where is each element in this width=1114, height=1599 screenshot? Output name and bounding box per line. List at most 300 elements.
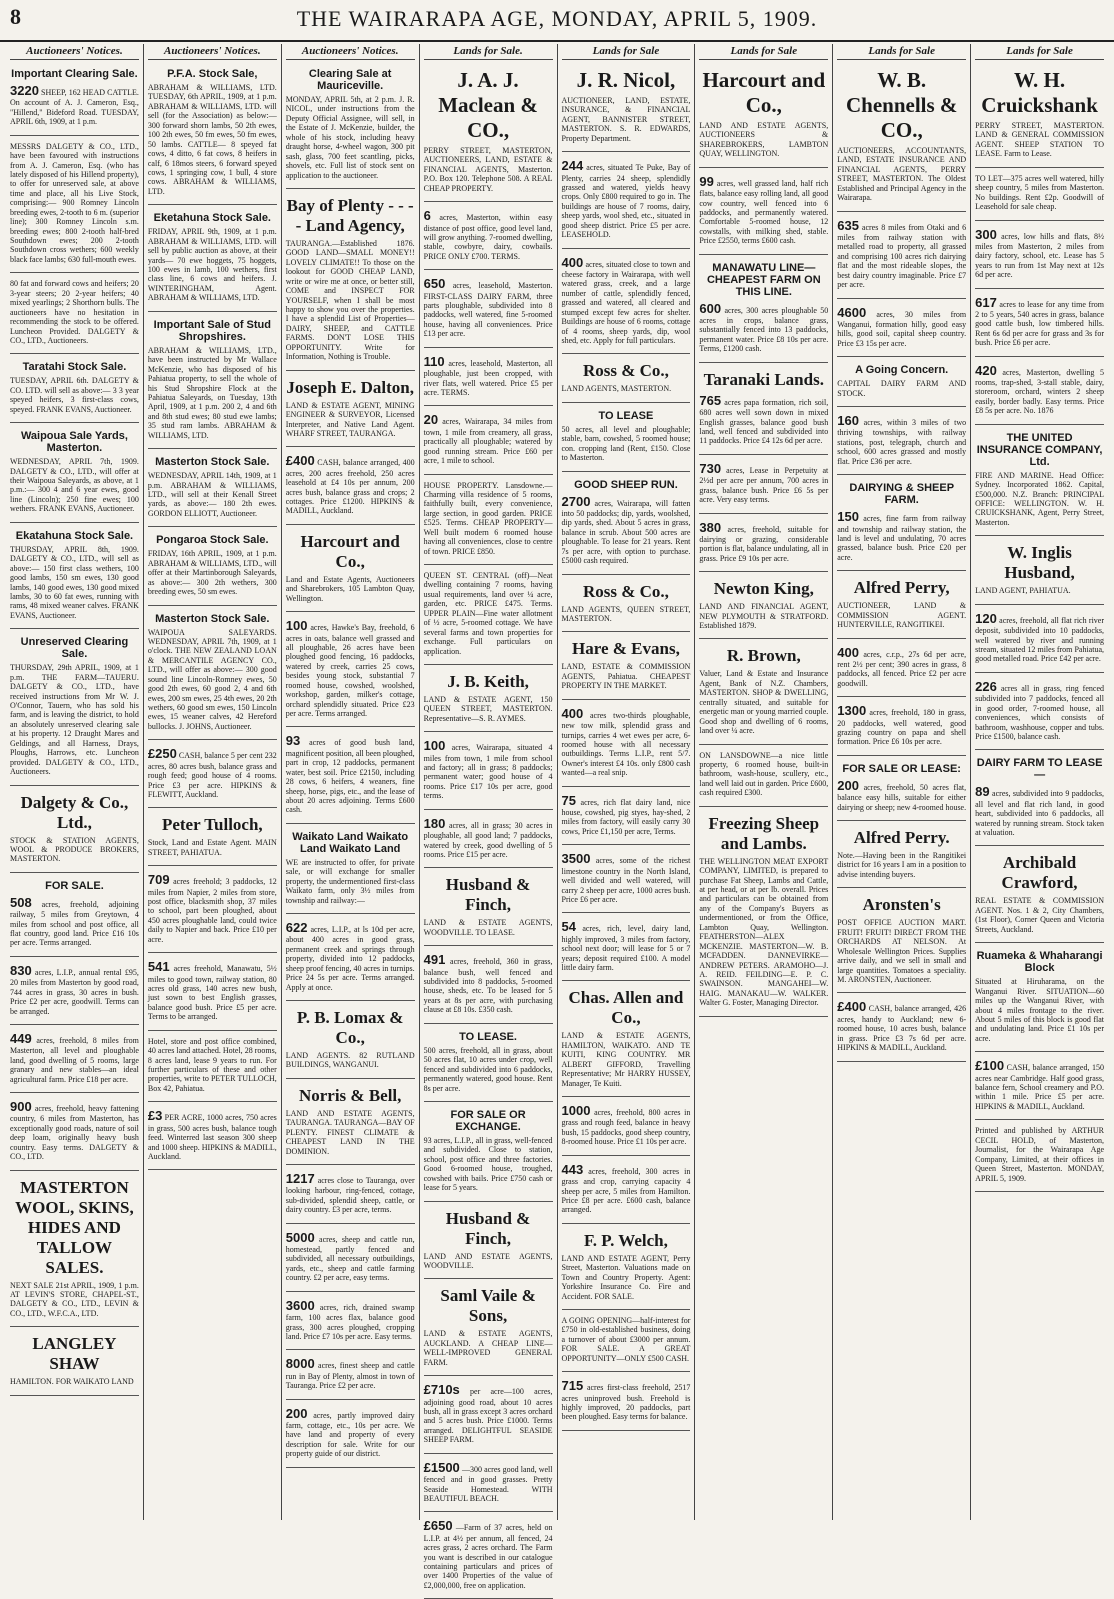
ad-title: W. H. Cruickshank <box>981 68 1098 117</box>
ad-body <box>148 1037 277 1094</box>
ad-body <box>562 662 691 690</box>
ad-lead-figure: 1217 <box>285 1171 315 1187</box>
ad-text: acres freehold; 3 paddocks, 12 miles from Napier, 2 miles from store, post office, blacksmith shop, 37 miles to school, part been ploughed, about 450 acres ploughable land, could twice daily to Napier and back. Price £10 per acre. <box>147 877 277 944</box>
ad-text: acres, subdivided into 9 paddocks, all level and flat rich land, in good heart, subdivided into 6 paddocks, all watered by running stream. Stock taken at valuation. <box>975 789 1105 838</box>
advertisement <box>562 848 691 913</box>
ad-lead-figure: 449 <box>10 1030 32 1046</box>
ad-text: acres, leasehold, Masterton. FIRST-CLASS DAIRY FARM, three parts ploughable, subdivided into 8 paddocks, well watered, fine 5-roomed house, having all conveniences. Price £13 per acre. <box>423 281 553 339</box>
ad-body <box>562 1378 691 1422</box>
advertisement <box>424 1515 553 1599</box>
ad-text: PER ACRE, 1000 acres, 750 acres in grass, 500 acres bush, balance tough feed. Winterred last season 300 sheep and 1000 sheep. HIPKINS & MADILL, Auckland. <box>147 1113 277 1161</box>
advertisement <box>148 315 277 449</box>
ad-text: LAND AND ESTATE AGENT, Perry Street, Masterton. Valuations made on Town and Country Property. Agent: Yorkshire Insurance Co. Fire and Accident. FOR SALE. <box>561 1253 691 1301</box>
ad-lead-figure: 709 <box>147 872 170 888</box>
ad-body <box>10 1031 139 1084</box>
ad-body <box>837 509 966 562</box>
ad-body <box>699 121 828 159</box>
ad-text: acres, freehold, all flat rich river deposit, subdivided into 10 paddocks, well watered by river and running stream, situated 12 miles from Pahiatua, good metalled road. Price £42 per acre. <box>975 615 1105 664</box>
ad-body <box>837 146 966 203</box>
ad-lead-figure: £250 <box>147 746 177 762</box>
ad-title: Alfred Perry, <box>853 578 950 598</box>
ad-text: WEDNESDAY, APRIL 7th, 1909. DALGETY & CO., LTD., will offer at their Waipoua Saleyards, as above, at 1 p.m.:— 300 4 and 6 year ewes, good line (Lincoln); 250 fine ewes; 100 wethers. FRANK EVANS, Auctioneer. <box>10 457 139 514</box>
ad-lead-figure: 765 <box>699 392 722 408</box>
ad-text: THE WELLINGTON MEAT EXPORT COMPANY, LIMITED, is prepared to purchase Fat Sheep, Lambs and Cattle, at per head, or at per lb. overall. Prices and particulars can be obtained from any of the Company's Buyers as undermentioned, or from the Office, Lambton Quay, Wellington. FEATHERSTON—ALEX MCKENZIE. MASTERTON—W. B. MCFADDEN. DANNEVIRKE—ANDREW PETERS. ARAMOHO—J. A. REID. FEILDING—E. P. C. SWAINSON. MANGAHEI—W. HAIG. MANAKAU—W. WALKER. Walter G. Foster, Managing Director. <box>699 856 829 1008</box>
ad-text: acres, L.I.P., annual rental £95, 20 miles from Masterton by good road, 744 acres in grass, 30 acres in bush. Price £2 per acre, goodwill. Terms can be arranged. <box>10 967 139 1016</box>
advertisement <box>837 215 966 299</box>
ad-lead-figure: 715 <box>561 1378 584 1394</box>
ad-title: Peter Tulloch, <box>161 815 263 835</box>
ad-title: Ruameka & Whaharangi Block <box>976 950 1103 975</box>
ad-body <box>148 628 277 732</box>
advertisement <box>10 632 139 785</box>
advertisement <box>837 824 966 888</box>
ad-title: FOR SALE OR EXCHANGE. <box>450 1108 526 1133</box>
ad-text: acres papa formation, rich soil, 680 acres well sown down in mixed English grasses, balance good bush land, well fenced and subdivided into 11 paddocks. Price £4 12s 6d per acre. <box>699 397 829 446</box>
ad-title: MANAWATU LINE—CHEAPEST FARM ON THIS LINE. <box>706 261 821 298</box>
ad-body <box>10 836 139 864</box>
ad-lead-figure: 75 <box>561 792 576 808</box>
ad-text: acres, some of the richest limestone country in the North Island, well divided and well watered, will carry 2 sheep per acre, 1000 acres bush. Price £6 per acre. <box>561 856 691 904</box>
ad-text: ABRAHAM & WILLIAMS, LTD., have been instructed by Mr Wallace McKenzie, who has disposed of his Pahiatua property, to sell the whole of his Stud Shropshire Flock at the Pahiatua Saleyards, on Tuesday, 13th April, 1909, at 1 p.m. 200 2, 4 and 6th and 8th stud ewes; 80 stud ewe lambs; 35 stud ram lambs. ABRAHAM & WILLIAMS, LTD. <box>147 345 277 440</box>
ad-text: —Farm of 37 acres, held on L.I.P. at 4½ per annum, all fenced, 24 acres grass, 2 acres orchard. The Farm you want is described in our catalogue containing particulars and prices of over 1400 Properties of the value of £2,000,000, free on application. <box>423 1523 553 1590</box>
advertisement <box>286 615 415 727</box>
ad-lead-figure: 180 <box>423 815 446 831</box>
ad-lead-figure: 6 <box>423 208 431 224</box>
ad-title: Waikato Land Waikato Land Waikato Land <box>292 830 409 855</box>
ad-title: MASTERTON WOOL, SKINS, HIDES AND TALLOW SALES. <box>15 1177 134 1277</box>
advertisement <box>10 960 139 1025</box>
ad-title: Eketahuna Stock Sale. <box>153 212 271 225</box>
advertisement <box>699 366 828 455</box>
ad-body <box>562 1103 691 1147</box>
ad-body <box>699 751 828 798</box>
ad-lead-figure: £100 <box>975 1058 1005 1074</box>
advertisement <box>10 1330 139 1395</box>
ad-text: acres, Masterton, dwelling 5 rooms, trap-shed, 3-stall stable, dairy, storeroom, orchard, winters 2 sheep easily, border badly. Easy terms. Price £8 5s per acre. No. 1876 <box>975 367 1104 416</box>
ad-body <box>837 778 966 812</box>
ad-body <box>10 1377 139 1386</box>
ad-text: THURSDAY, 29th APRIL, 1909, at 1 p.m. THE FARM—TAUERU. DALGETY & CO., LTD., have received instructions from Mr W. J. O'Connor, Tauern, who has sold his farm, and is leaving the district, to hold an absolutely unreserved clearing sale at his property. 12 Draught Mares and Geldings, and all Harness, Drays, Ploughs, Harrows, etc. Luncheon provided. DALGETY & CO., LTD., Auctioneers. <box>10 663 139 777</box>
ad-text: acres of good bush land, magnificent position, all been ploughed, part in crop, 12 paddocks, permanent water, best soil. Price £2150, including 28 cows, 6 heifers, 4 weaners, fine sheep, horse, pigs, etc., and the lease of about 20 acres adjoining. Terms £600 cash. <box>285 738 415 815</box>
ad-text: —300 acres good land, well fenced and in good grasses. Pretty Seaside Homestead. WITH BEAUTIFUL BEACH. <box>423 1464 553 1503</box>
ad-lead-figure: 226 <box>975 678 997 694</box>
ad-text: acres, freehold, 360 in grass, balance bush, well fenced and subdivided into 8 paddocks, 5-roomed house, sheds, etc. To be leased for 5 years at 8s per acre, with purchasing clause at £8 10s. £350 cash. <box>423 957 553 1015</box>
ad-lead-figure: 600 <box>699 300 722 316</box>
ad-lead-figure: 5000 <box>285 1229 315 1245</box>
ad-title: W. B. Chennells & CO., <box>845 68 958 142</box>
ad-text: LAND AGENTS, MASTERTON. <box>561 384 672 394</box>
ad-body <box>424 1518 553 1590</box>
ad-text: acres, freehold, 50 acres flat, balance easy hills, suitable for either dairying or sheep; new 4-roomed house. <box>837 782 967 812</box>
ad-text: REAL ESTATE & COMMISSION AGENT. Nos. 1 & 2, City Chambers, (1st Floor), Corner Queen and Victoria Streets, Auckland. <box>975 896 1104 934</box>
advertisement <box>975 64 1104 168</box>
ad-text: 500 acres, freehold, all in grass, about 50 acres flat, 10 acres under crop, well fenced and subdivided into 6 paddocks, permanently watered, good house. Rent 8s per acre. <box>423 1045 553 1093</box>
advertisement <box>424 273 553 348</box>
ad-title: Waipoua Sale Yards, Masterton. <box>20 430 128 455</box>
ad-body <box>424 146 553 193</box>
ad-text: acres, freehold, 8 miles from Masterton, all level and ploughable land, good dwelling of 5 rooms, large granary and new stables—an ideal agricultural farm. Price £18 per acre. <box>10 1035 139 1084</box>
ad-text: PERRY STREET, MASTERTON. LAND & GENERAL COMMISSION AGENT. SHEEP STATION TO LEASE. Farm to Lease. <box>975 121 1104 159</box>
ad-body <box>562 605 691 624</box>
advertisement <box>699 171 828 255</box>
ad-text: AUCTIONEER, LAND & COMMISSION AGENT. HUNTERVILLE, RANGITIKEI. <box>837 601 967 630</box>
advertisement <box>424 668 553 732</box>
ad-lead-figure: 89 <box>975 784 990 800</box>
ad-title: J. R. Nicol, <box>576 68 676 92</box>
advertisement <box>148 956 277 1031</box>
ad-text: CAPITAL DAIRY FARM AND STOCK. <box>837 379 967 398</box>
advertisement <box>837 996 966 1061</box>
advertisement <box>424 409 553 474</box>
ad-text: acres, c.r.p., 27s 6d per acre, rent 2½ per cent; 390 acres in grass, 8 paddocks, all fenced. Price £2 per acre goodwill. <box>837 649 967 688</box>
advertisement <box>10 357 139 423</box>
ad-body <box>975 977 1104 1043</box>
ad-title: FOR SALE. <box>45 879 104 892</box>
ad-title: TO LEASE. <box>459 1030 517 1043</box>
ad-body <box>975 1126 1104 1183</box>
ad-lead-figure: 20 <box>423 412 439 428</box>
ad-body <box>837 851 966 879</box>
ad-title: Pongaroa Stock Sale. <box>156 534 269 547</box>
ad-text: ON LANSDOWNE—a nice little property, 6 roomed house, built-in bathroom, wash-house, scullery, etc., land well laid out in garden. Price £600, cash required £300. <box>699 750 829 798</box>
ad-body <box>424 1046 553 1093</box>
ad-text: acres, freehold, 800 acres in grass and rough feed, balance in heavy bush, 15 paddocks, good sheep country, 8-roomed house. Price £1 10s per acre. <box>561 1108 691 1147</box>
advertisement <box>562 790 691 846</box>
ad-body <box>699 461 828 505</box>
ad-body <box>975 784 1104 837</box>
advertisement <box>424 813 553 869</box>
ad-lead-figure: 650 <box>423 276 446 292</box>
ad-body <box>10 1281 139 1319</box>
ad-body <box>10 457 139 514</box>
ad-title: Bay of Plenty - - - - Land Agency, <box>286 195 414 235</box>
ad-body <box>699 602 828 630</box>
ad-body <box>424 1252 553 1271</box>
ad-body <box>562 96 691 143</box>
ad-text: MESSRS DALGETY & CO., LTD., have been favoured with instructions from A. J. Cameron, Esq. (who has lately disposed of his Hillend property), to offer for unreserved sale, at above time and place, all his Live Stock, comprising:— 900 Romney Lincoln breeding ewes, 2-tooth to 6 m. (superior line); 300 Romney Lincoln s.m. breeding ewes; 800 2-tooth half-bred Southdown ewes; 200 2-tooth Southdown cross wethers; 600 weekly black face lambs; 630 full-mouth ewes. <box>10 141 139 264</box>
advertisement <box>562 1375 691 1431</box>
ad-text: CASH, balance arranged, 400 acres, 200 acres freehold, 250 acres leasehold at £4 10s per annum, 200 acres bush, balance grass and crops; 2 cottages. Price £1200. HIPKINS & MADILL, Auckland. <box>285 458 415 516</box>
ad-body <box>286 1051 415 1070</box>
ad-body <box>286 1171 415 1215</box>
advertisement <box>975 753 1104 846</box>
advertisement <box>562 635 691 699</box>
ad-lead-figure: 830 <box>10 962 32 978</box>
ad-text: LAND & ESTATE AGENTS, HAMILTON, WAIKATO. AND TE KUITI, KING COUNTRY. MR ALBERT GIFFORD, Travelling Representative; Mr HARRY HUSSEY, Manager, Te Kuiti. <box>561 1031 691 1088</box>
ad-lead-figure: 1000 <box>561 1103 591 1119</box>
ad-lead-figure: 110 <box>423 353 445 369</box>
advertisement <box>148 869 277 953</box>
advertisement <box>562 1227 691 1310</box>
ad-body <box>562 793 691 837</box>
advertisement <box>562 475 691 575</box>
advertisement <box>286 374 415 448</box>
ad-body <box>424 481 553 557</box>
ad-lead-figure: 54 <box>561 919 576 935</box>
ad-body <box>975 611 1104 664</box>
ad-text: acres close to Tauranga, over looking harbour, ring-fenced, cottage, sub-divided, splendid sheep, cattle, or dairy country. £3 per acre, terms. <box>285 1176 415 1215</box>
ad-body <box>286 1406 415 1459</box>
ad-text: STOCK & STATION AGENTS, WOOL & PRODUCE BROKERS, MASTERTON. <box>10 835 139 864</box>
ad-title: Dalgety & Co., Ltd., <box>20 792 129 832</box>
ad-text: acres 8 miles from Otaki and 6 miles from railway station with metalled road to property, all grassed and comprising 100 acres rich dairying flat and the most rideable slopes, the best dairy country imaginable. Price £7 per acre. <box>837 222 967 290</box>
advertisement <box>975 292 1104 357</box>
ad-title: GOOD SHEEP RUN. <box>574 478 678 491</box>
ad-lead-figure: £710s <box>423 1382 460 1398</box>
advertisement <box>699 64 828 168</box>
column-heading: Lands for Sale <box>975 44 1104 60</box>
advertisement <box>10 426 139 523</box>
ad-body <box>975 121 1104 159</box>
ad-text: THURSDAY, APRIL 8th, 1909. DALGETY & CO., LTD., will sell as above:— 150 first class wethers, 100 good lambs, 150 sm ewes, 130 good lambs, 140 good ewes, 130 good mixed lambs, 30 to 60 fat ewes, running with rams, 48 mixed weaner calves. FRANK EVANS, Auctioneer. <box>10 544 139 620</box>
ad-title: Masterton Stock Sale. <box>155 612 270 625</box>
ad-body <box>286 1230 415 1283</box>
ad-body <box>562 1316 691 1363</box>
newspaper-title: THE WAIRARAPA AGE, MONDAY, APRIL 5, 1909. <box>296 6 818 31</box>
masthead <box>0 0 1114 42</box>
ad-body <box>424 571 553 656</box>
ad-lead-figure: 93 <box>285 733 301 749</box>
ad-text: Situated at Hiruharama, on the Wanganui River. SITUATION—60 miles up the Wanganui River, with about 4 miles frontage to the river. About 5 miles of this block is good flat and undulating land. Price £1 10s per acre. <box>975 977 1104 1043</box>
ad-text: acres, freehold, adjoining railway, 5 miles from Greytown, 4 miles from school and post office, all flat country, good land. Price £16 10s per acre. Terms arranged. <box>10 899 139 948</box>
ad-body <box>148 471 277 518</box>
advertisement <box>10 876 139 957</box>
ad-text: NEXT SALE 21st APRIL, 1909, 1 p.m. AT LEVIN'S STORE, CHAPEL-ST., DALGETY & CO., LTD., LEVIN & CO., LTD., W.F.C.A., LTD. <box>10 1280 139 1318</box>
page-number: 8 <box>10 4 21 29</box>
ad-text: acres, finest sheep and cattle run in Bay of Plenty, almost in town of Tauranga. Price £2 per acre. <box>285 1361 415 1391</box>
advertisement <box>286 1168 415 1224</box>
ad-title: Important Sale of Stud Shropshires. <box>153 318 271 343</box>
ad-body <box>837 218 966 290</box>
advertisement <box>424 1457 553 1513</box>
ad-text: CASH, balance arranged, 426 acres, handy to Auckland; new 6-roomed house, 10 acres bush, balance in grass. Price £3 7s 6d per acre. HIPKINS & MADILL, Auckland. <box>837 1004 967 1053</box>
ad-title: R. Brown, <box>726 646 801 666</box>
ad-body <box>837 305 966 349</box>
ad-lead-figure: 420 <box>975 362 997 378</box>
column-3 <box>282 44 420 1520</box>
ad-text: per acre—100 acres, adjoining good road, about 10 acres bush, all in grass except 3 acres orchard and 5 acres bush. Price £1000. Terms arranged. DELIGHTFUL SEASIDE SHEEP FARM. <box>423 1387 553 1445</box>
ad-title: Unreserved Clearing Sale. <box>20 636 129 661</box>
ad-title: F. P. Welch, <box>583 1230 668 1250</box>
ad-lead-figure: 1300 <box>837 703 867 719</box>
ad-text: acres, rich, level, dairy land, highly improved, 3 miles from factory, school next door; will lease for 5 or 7 years; deposit required £100. A model little dairy farm. <box>561 924 691 973</box>
ad-lead-figure: 508 <box>10 894 32 910</box>
column-heading: Auctioneers' Notices. <box>286 44 415 60</box>
advertisement <box>286 1227 415 1292</box>
advertisement <box>975 608 1104 673</box>
ad-body <box>562 425 691 463</box>
column-heading: Lands for Sale <box>699 44 828 60</box>
advertisement <box>10 276 139 354</box>
ad-text: acres, Hawke's Bay, freehold, 6 acres in oats, balance well grassed and all ploughable, 26 acres have been ploughed good fencing, 16 paddocks, watered by creek, carries 25 cows, besides young stock, substantial 7 roomed house, cowshed, woolshed, workshop, garden, milker's cottage, orchard splendidly situated. Price £23 per acre. Terms arranged. <box>285 623 415 719</box>
advertisement <box>10 789 139 873</box>
ad-lead-figure: 3500 <box>561 851 591 867</box>
ad-text: HOUSE PROPERTY. Lansdowne.—Charming villa residence of 5 rooms, faithfully built, every convenience, large section, in good garden. PRICE £525. Terms. CHEAP PROPERTY—Well built modern 6 roomed house having all conveniences, close to centre of town. PRICE £850. <box>423 480 553 556</box>
ad-body <box>286 1356 415 1390</box>
advertisement <box>424 1379 553 1454</box>
ad-lead-figure: 617 <box>975 294 997 310</box>
ad-title: Clearing Sale at Mauriceville. <box>308 68 392 92</box>
ad-title: THE UNITED INSURANCE COMPANY, Ltd. <box>976 431 1103 468</box>
ad-body <box>562 919 691 972</box>
ad-text: FRIDAY, 16th APRIL, 1909, at 1 p.m. ABRAHAM & WILLIAMS, LTD., will offer at their Martinborough Saleyards, as above:— 300 2th wethers, 300 breeding ewes, 50 sm ewes. <box>147 549 277 597</box>
ad-body <box>837 645 966 689</box>
ad-title: J. A. J. Maclean & CO., <box>438 68 538 142</box>
advertisement <box>562 984 691 1097</box>
advertisement <box>10 139 139 274</box>
advertisement <box>699 458 828 514</box>
ad-text: acres, situated close to town and cheese factory in Wairarapa, with well watered grass, creek, and a large number of cattle, splendidly fenced, grassed and watered, all cleared and stumped except few acres for shelter. Buildings are house of 6 rooms, cottage of 4 rooms, sheep yards, dip, wool shed, etc. Apply for full particulars. <box>561 259 691 345</box>
ad-title: Joseph E. Dalton, <box>286 377 414 397</box>
ad-body <box>10 545 139 621</box>
ad-body <box>286 858 415 905</box>
ad-text: acres, within 3 miles of two thriving townships, with railway stations, post, telegraph, church and school, 600 acres grassed and mostly flat. Price £36 per acre. <box>837 418 967 466</box>
ad-body <box>10 895 139 948</box>
advertisement <box>837 302 966 358</box>
advertisement <box>975 1055 1104 1120</box>
ad-text: acres, situated Te Puke, Bay of Plenty, carries 24 sheep, splendidly grassed and watered, yields heavy crops. Only £800 required to go in. The buildings are house of 7 rooms, dairy, sheep yards, wool shed, etc., situated in good sheep district. Price £5 per acre. LEASEHOLD. <box>561 163 691 240</box>
ad-text: Note.—Having been in the Rangitikei district for 16 years I am in a position to advise intending buyers. <box>837 851 967 879</box>
ad-text: LAND & ESTATE AGENTS, AUCKLAND. A CHEAP LINE—WELL-IMPROVED GENERAL FARM. <box>423 1329 553 1367</box>
column-heading: Lands for Sale. <box>424 44 553 60</box>
advertisement <box>975 428 1104 537</box>
advertisement <box>286 450 415 525</box>
ad-title: Saml Vaile & Sons, <box>440 1286 536 1326</box>
ad-lead-figure: £650 <box>423 1518 453 1534</box>
advertisement <box>286 917 415 1001</box>
ad-text: 93 acres, L.I.P., all in grass, well-fenced and subdivided. Close to station, school, post office and three factories. Good 6-roomed house, troughed, cowshed with bails. Price £750 cash or lease for 5 years. <box>423 1135 553 1193</box>
ad-text: LAND AND FINANCIAL AGENT, NEW PLYMOUTH & STRATFORD. Established 1879. <box>699 602 829 631</box>
column-2 <box>144 44 282 1520</box>
ad-text: FRIDAY, APRIL 9th, 1909, at 1 p.m. ABRAHAM & WILLIAMS, LTD. will sell by public auction as above, at their yards— 70 ewe hoggets, 75 hoggets, 100 ewes in lamb, 100 wethers, first class line, 6 cows and heifers. J. WINTERINGHAM, Agent. ABRAHAM & WILLIAMS, LTD. <box>147 227 277 303</box>
ad-title: P. B. Lomax & Co., <box>296 1008 404 1047</box>
ad-title: Newton King, <box>713 579 814 599</box>
ad-text: POST OFFICE AUCTION MART. FRUIT! FRUIT! DIRECT FROM THE ORCHARDS AT NELSON. At Wholesale Wellington Prices. Supplies arrive daily, and we sell in small and large quantities. Tomatoes a speciality. M. ARONSTEN, Auctioneer. <box>837 918 967 984</box>
ad-title: A Going Concern. <box>855 364 949 377</box>
ad-text: acres, freehold, suitable for dairying or grazing, considerable portion is flat, balance undulating, all in grass. Price £9 10s per acre. <box>699 524 829 563</box>
ad-text: Hotel, store and post office combined, 40 acres land attached. Hotel, 28 rooms, 8 acres land, lease 9 years to run. For further particulars of these and other properties, write to PETER TULLOCH, Box 42, Pahiatua. <box>147 1036 277 1093</box>
ad-body <box>10 376 139 414</box>
advertisement <box>562 406 691 472</box>
ad-body <box>562 1162 691 1215</box>
ad-body <box>286 453 415 516</box>
ad-body <box>148 746 277 799</box>
ad-title: Hare & Evans, <box>572 639 680 659</box>
ad-title: Husband & Finch, <box>445 1208 531 1248</box>
ad-title: Harcourt and Co., <box>702 68 826 117</box>
ad-text: acres, well grassed land, half rich flats, balance easy rolling land, all good cow country, well fenced into 6 paddocks, and permanently watered. Comfortable 5-roomed house, 12 cowstalls, with milking shed, stable. Price £2550, terms £600 cash. <box>699 178 829 246</box>
advertisement <box>424 1282 553 1376</box>
ad-body <box>975 174 1104 212</box>
advertisement <box>148 1105 277 1170</box>
ad-body <box>699 669 828 735</box>
advertisement <box>424 1105 553 1202</box>
ad-title: Chas. Allen and Co., <box>568 988 684 1028</box>
ad-lead-figure: 2700 <box>561 493 591 509</box>
advertisement <box>837 360 966 407</box>
column-7 <box>833 44 971 1520</box>
column-heading: Lands for Sale <box>562 44 691 60</box>
ad-body <box>148 346 277 440</box>
ad-title: Aronsten's <box>862 895 941 915</box>
ad-title: J. B. Keith, <box>447 671 529 691</box>
advertisement <box>562 155 691 248</box>
ad-body <box>424 1329 553 1367</box>
ad-body <box>975 227 1104 280</box>
ad-lead-figure: 443 <box>561 1161 584 1177</box>
ad-lead-figure: 622 <box>285 920 308 936</box>
ad-title: Freezing Sheep and Lambs. <box>708 813 820 853</box>
ad-text: FIRE AND MARINE. Head Office: Sydney. Incorporated 1862. Capital, £500,000. N.Z. Branch: PRINCIPAL OFFICE: WELLINGTON. W. H. CRUICKSHANK, Agent, Perry Street, Masterton. <box>975 470 1104 527</box>
advertisement <box>975 360 1104 425</box>
ad-text: Valuer, Land & Estate and Insurance Agent, Bank of N.Z. Chambers, MASTERTON. SHOP & DWELLING, centrally situated, and suitable for energetic man or young married couple. Good shop and dwelling of 6 rooms, land over ¼ acre. <box>699 669 829 736</box>
advertisement <box>562 578 691 633</box>
advertisement <box>286 1004 415 1079</box>
ad-lead-figure: 400 <box>561 705 584 721</box>
advertisement <box>148 530 277 605</box>
ad-body <box>286 618 415 718</box>
advertisement <box>10 1096 139 1171</box>
column-5 <box>558 44 696 1520</box>
ad-title: Ross & Co., <box>582 581 669 601</box>
advertisement <box>424 871 553 946</box>
ad-title: DAIRYING & SHEEP FARM. <box>849 482 955 507</box>
ad-text: LAND AGENTS, QUEEN STREET, MASTERTON. <box>561 604 691 623</box>
advertisement <box>975 171 1104 221</box>
ad-body <box>10 963 139 1016</box>
ad-body <box>975 295 1104 348</box>
ad-title: Norris & Bell, <box>298 1085 402 1105</box>
ad-lead-figure: 160 <box>837 413 859 429</box>
ad-body <box>837 703 966 747</box>
ad-title: Taratahi Stock Sale. <box>22 361 127 374</box>
advertisement <box>148 1034 277 1103</box>
column-heading: Lands for Sale <box>837 44 966 60</box>
ad-lead-figure: 491 <box>423 952 446 968</box>
ad-text: acres, 300 acres ploughable 50 acres in crops, balance grass, substantially fenced into 13 paddocks, permanent water. Price £8 10s per acre. Terms, £1200 cash. <box>699 305 829 354</box>
ad-title: Archibald Crawford, <box>1001 853 1078 893</box>
ad-body <box>286 239 415 362</box>
ad-body <box>975 679 1104 742</box>
advertisement <box>562 1159 691 1224</box>
advertisement <box>699 748 828 807</box>
ad-text: CASH, balance 5 per cent 232 acres, 80 acres bush, balance grass and rough feed; good house of 4 rooms. Price £3 per acre. HIPKINS & FLEWITT, Auckland. <box>147 751 277 799</box>
ad-body <box>424 918 553 937</box>
ad-text: LAND AND ESTATE AGENTS, WOODVILLE. <box>423 1251 553 1271</box>
ad-text: LAND, ESTATE & COMMISSION AGENTS, Pahiatua. CHEAPEST PROPERTY IN THE MARKET. <box>561 662 691 691</box>
advertisement <box>975 946 1104 1052</box>
ad-text: QUEEN ST. CENTRAL (off)—Neat dwelling containing 7 rooms, having usual requirements, land over ¼ acre, garden, etc. PRICE £475. Terms. UPPER PLAIN—Fine water allotment of ½ acre, 5-roomed cottage. We have several farms and town properties for exchange. Full particulars on application. <box>423 571 553 656</box>
ad-body <box>562 706 691 778</box>
ad-body <box>837 999 966 1052</box>
advertisement <box>424 351 553 407</box>
ad-body <box>148 83 277 196</box>
ad-body <box>424 208 553 261</box>
ad-body <box>424 695 553 723</box>
ad-body <box>424 1460 553 1504</box>
ad-title: Masterton Stock Sale. <box>155 456 270 469</box>
ad-body <box>286 95 415 180</box>
advertisement <box>424 949 553 1024</box>
ad-body <box>10 83 139 127</box>
ad-body <box>562 384 691 393</box>
column-heading: Auctioneers' Notices. <box>10 44 139 60</box>
column-8 <box>971 44 1108 1520</box>
advertisement <box>424 64 553 202</box>
ad-body <box>424 276 553 339</box>
ad-body <box>286 920 415 992</box>
advertisement <box>837 700 966 756</box>
